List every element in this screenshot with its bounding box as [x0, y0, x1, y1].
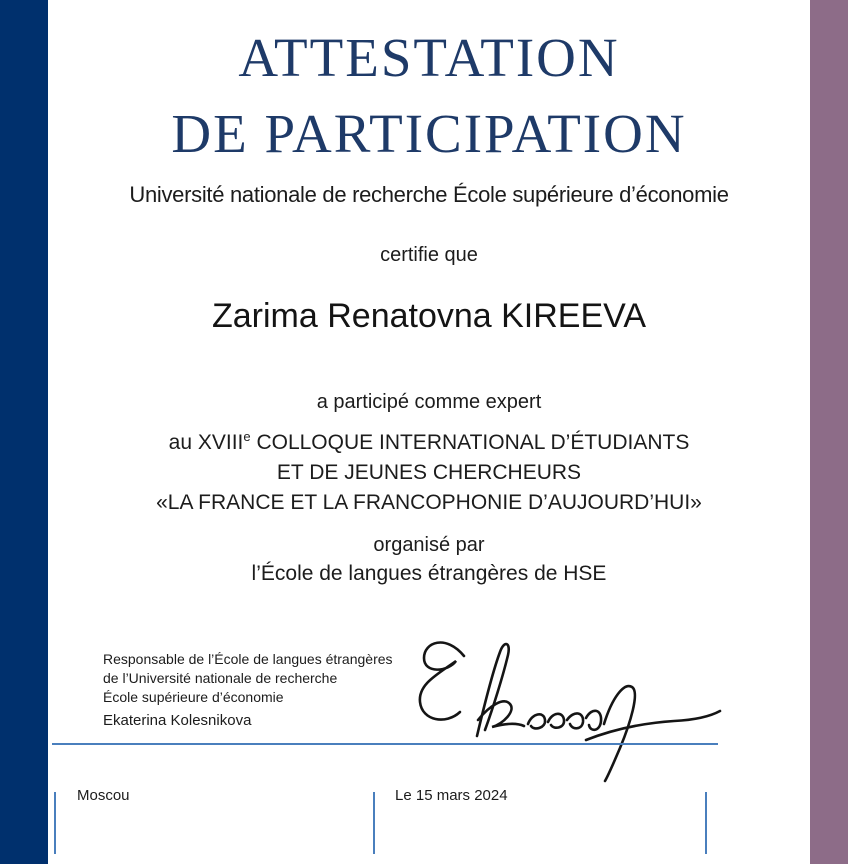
organized-by-text: organisé par	[373, 534, 485, 556]
signatory-role	[103, 650, 433, 707]
date-label: Le 15 mars 2024	[395, 787, 508, 804]
ordinal-superscript: e	[243, 429, 251, 444]
title-line-1: ATTESTATION	[238, 27, 620, 88]
role-line-1: Responsable de l’École de langues étrangères	[103, 651, 393, 667]
certificate-title	[48, 20, 810, 172]
issuer-name: Université nationale de recherche École supérieure d’économie	[129, 182, 729, 207]
certificate-content	[48, 0, 810, 864]
place-tick-line	[54, 792, 56, 854]
participation-text: a participé comme expert	[316, 391, 542, 413]
signatory-name: Ekaterina Kolesnikova	[103, 712, 252, 729]
organizer-name: l’École de langues étrangères de HSE	[251, 562, 607, 585]
date-tick-line	[373, 792, 375, 854]
signature-line	[52, 743, 718, 745]
certify-text: certifie que	[380, 244, 478, 266]
event-title	[48, 428, 810, 518]
event-line-1: au XVIIIe COLLOQUE INTERNATIONAL D’ÉTUDIANTS	[168, 429, 690, 454]
title-line-2: DE PARTICIPATION	[171, 103, 687, 164]
event-line-3: «LA FRANCE ET LA FRANCOPHONIE D’AUJOURD’HUI»	[156, 491, 702, 514]
recipient-name: Zarima Renatovna KIREEVA	[212, 297, 646, 335]
event-line-2: ET DE JEUNES CHERCHEURS	[276, 461, 582, 484]
role-line-2: de l’Université nationale de recherche	[103, 670, 338, 686]
role-line-3: École supérieure d’économie	[103, 689, 284, 705]
place-label: Moscou	[77, 787, 130, 804]
right-tick-line	[705, 792, 707, 854]
left-accent-bar	[0, 0, 48, 864]
right-accent-bar	[810, 0, 848, 864]
